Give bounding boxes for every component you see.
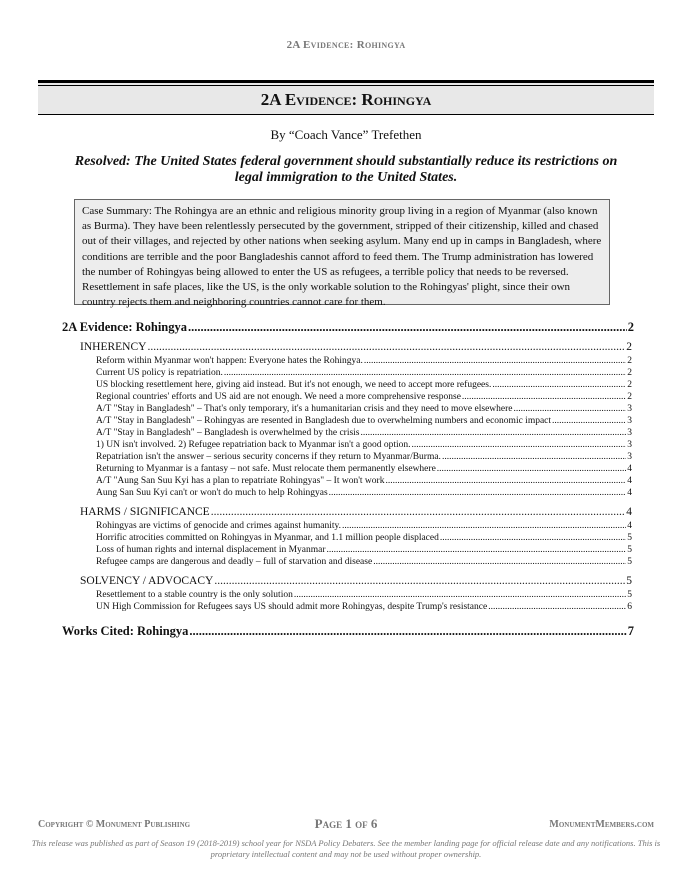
toc-entry[interactable] xyxy=(80,575,632,587)
toc-entry-text: A/T "Stay in Bangladesh" – Rohingyas are resented in Bangladesh due to overwhelming numbers and economic impact xyxy=(96,416,552,426)
toc-entry-page: 5 xyxy=(627,533,632,543)
toc-entry-text: A/T "Stay in Bangladesh" – Bangladesh is overwhelmed by the crisis xyxy=(96,428,360,438)
toc-entry[interactable] xyxy=(96,464,632,474)
byline: By “Coach Vance” Trefethen xyxy=(270,127,422,142)
toc-entry[interactable] xyxy=(96,590,632,600)
toc-entry-page: 3 xyxy=(627,428,632,438)
title-bar xyxy=(38,80,654,115)
toc-entry[interactable] xyxy=(96,557,632,567)
toc-entry-page: 4 xyxy=(627,521,632,531)
toc-entry-page: 2 xyxy=(626,341,632,353)
toc-entry[interactable] xyxy=(96,380,632,390)
toc-entry-page: 2 xyxy=(627,368,632,378)
toc-entry-page: 4 xyxy=(627,464,632,474)
toc-entry-text: Refugee camps are dangerous and deadly – full of starvation and disease xyxy=(96,557,373,567)
toc-entry[interactable] xyxy=(96,545,632,555)
toc-entry[interactable] xyxy=(96,476,632,486)
toc-entry-text: A/T "Stay in Bangladesh" – That's only temporary, it's a humanitarian crisis and they need to move elsewhere xyxy=(96,404,513,414)
toc-entry[interactable] xyxy=(96,404,632,414)
toc-entry[interactable] xyxy=(80,341,632,353)
toc-entry[interactable] xyxy=(96,392,632,402)
toc-entry[interactable] xyxy=(96,356,632,366)
toc-entry-text: Works Cited: Rohingya xyxy=(62,624,189,638)
toc-entry-page: 4 xyxy=(626,506,632,518)
toc-entry-page: 3 xyxy=(627,452,632,462)
toc-entry-page: 6 xyxy=(627,602,632,612)
toc-entry[interactable] xyxy=(96,521,632,531)
toc-entry[interactable] xyxy=(62,624,634,639)
toc-entry[interactable] xyxy=(96,428,632,438)
toc-entry[interactable] xyxy=(96,488,632,498)
toc-entry-page: 2 xyxy=(627,380,632,390)
toc-entry-text: 2A Evidence: Rohingya xyxy=(62,320,188,334)
toc-entry-page: 5 xyxy=(627,557,632,567)
toc-entry-page: 4 xyxy=(627,476,632,486)
footer-site[interactable]: MonumentMembers.com xyxy=(549,819,654,830)
toc-entry-text: Regional countries' efforts and US aid are not enough. We need a more comprehensive response xyxy=(96,392,461,402)
toc-entry-text: Aung San Suu Kyi can't or won't do much to help Rohingyas xyxy=(96,488,328,498)
toc-entry[interactable] xyxy=(96,533,632,543)
toc-entry-text: SOLVENCY / ADVOCACY xyxy=(80,575,214,587)
toc-entry-page: 5 xyxy=(627,545,632,555)
toc-entry-text: A/T "Aung San Suu Kyi has a plan to repatriate Rohingyas" – It won't work xyxy=(96,476,385,486)
toc-entry-text: Current US policy is repatriation. xyxy=(96,368,223,378)
toc-entry-text: INHERENCY xyxy=(80,341,147,353)
toc-entry-text: Reform within Myanmar won't happen: Everyone hates the Rohingya. xyxy=(96,356,363,366)
toc-entry-text: UN High Commission for Refugees says US should admit more Rohingyas, despite Trump's resistance xyxy=(96,602,488,612)
toc-entry[interactable] xyxy=(96,440,632,450)
running-header: 2A Evidence: Rohingya xyxy=(286,39,406,51)
toc-entry[interactable] xyxy=(96,602,632,612)
toc-entry-text: Loss of human rights and internal displacement in Myanmar xyxy=(96,545,326,555)
footer-copyright: Copyright © Monument Publishing xyxy=(38,819,191,830)
footer-release-note: This release was published as part of Season 19 (2018-2019) school year for NSDA Policy Debaters. See the member landing page for official release date and any notifications. This is proprietary intellectual content and may not be used without proper ownership. xyxy=(31,838,661,859)
document-title: 2A Evidence: Rohingya xyxy=(260,90,432,109)
toc-entry-page: 2 xyxy=(627,392,632,402)
toc-entry[interactable] xyxy=(96,368,632,378)
toc-entry-text: Rohingyas are victims of genocide and crimes against humanity. xyxy=(96,521,342,531)
footer-page-number: Page 1 of 6 xyxy=(314,816,378,831)
toc-entry[interactable] xyxy=(80,506,632,518)
title-double-rule xyxy=(38,85,654,86)
case-summary-box: Case Summary: The Rohingya are an ethnic and religious minority group living in a region of Myanmar (also known as Burma). They have been relentlessly persecuted by the government, stripped of their citizenship, killed and chased out of their villages, and rejected by other nations when seeking asylum. Many end up in camps in Bangladesh, where conditions are terrible and the poor Bangladeshis cannot afford to feed them. The Trump administration has lowered the number of Rohingyas being allowed to enter the US as refugees, a terrible policy that needs to be reversed. Resettlement in safe places, like the US, is the only workable solution to the Rohingyas' plight, since their own country rejects them and neighboring countries cannot care for them. xyxy=(74,199,610,305)
toc-entry-text: US blocking resettlement here, giving aid instead. But it's not enough, we need to accept more refugees. xyxy=(96,380,492,390)
toc-entry-text: Repatriation isn't the answer – serious security concerns if they return to Myanmar/Burma. xyxy=(96,452,441,462)
toc-entry-page: 4 xyxy=(627,488,632,498)
toc-entry-page: 5 xyxy=(626,575,632,587)
toc-entry-page: 3 xyxy=(627,440,632,450)
toc-entry-text: 1) UN isn't involved. 2) Refugee repatriation back to Myanmar isn't a good option. xyxy=(96,440,411,450)
toc-entry-page: 5 xyxy=(627,590,632,600)
resolution-statement: Resolved: The United States federal government should substantially reduce its restrictions on legal immigration to the United States. xyxy=(74,154,618,185)
toc-entry-page: 3 xyxy=(627,416,632,426)
toc-entry-page: 3 xyxy=(627,404,632,414)
toc-entry-page: 2 xyxy=(627,320,634,334)
toc-entry[interactable] xyxy=(96,452,632,462)
toc-entry-text: Horrific atrocities committed on Rohingyas in Myanmar, and 1.1 million people displaced xyxy=(96,533,439,543)
toc-entry-text: Returning to Myanmar is a fantasy – not safe. Must relocate them permanently elsewhere xyxy=(96,464,436,474)
toc-entry-page: 2 xyxy=(627,356,632,366)
toc-entry-text: Resettlement to a stable country is the only solution xyxy=(96,590,293,600)
toc-entry[interactable] xyxy=(96,416,632,426)
toc-entry-page: 7 xyxy=(627,624,634,638)
toc-entry[interactable] xyxy=(62,320,634,335)
toc-entry-text: HARMS / SIGNIFICANCE xyxy=(80,506,210,518)
